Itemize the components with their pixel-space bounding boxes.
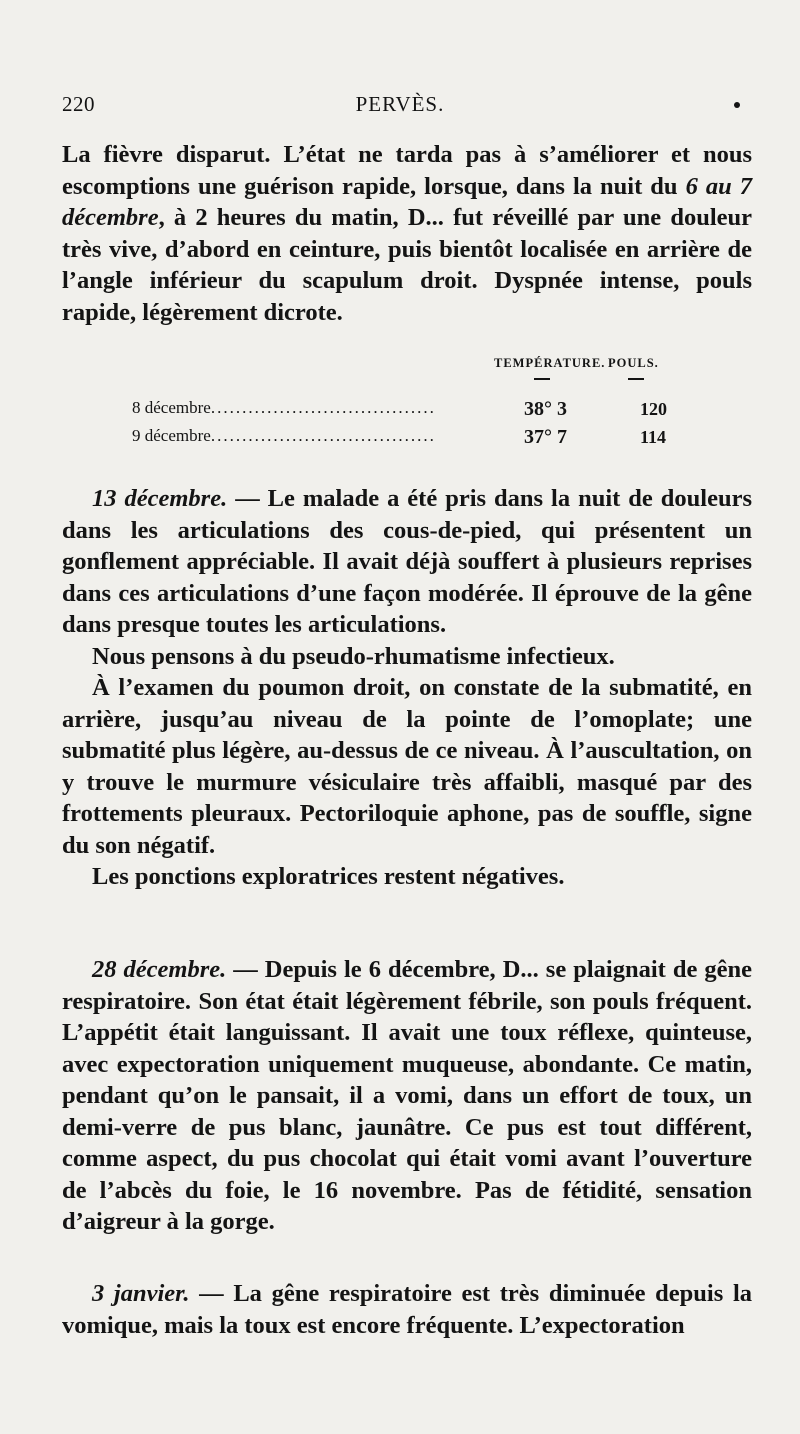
intro-date: 6 au 7 décembre [62,172,752,231]
column-dash [534,378,550,380]
row-temperature: 38° 3 [524,398,567,420]
intro-section [62,139,752,328]
row-pouls: 120 [640,399,667,419]
column-header-pouls: POULS. [608,356,659,370]
entry-13-paragraph: 13 décembre. — Le malade a été pris dans la nuit de douleurs dans les articulations des cous-de-pied, qui présentent un gonflement appréciable. Il avait déjà souffert à plusieurs reprises dans ces articulations d’une façon modérée. Il éprouve de la gêne dans presque toutes les articulations. [62,485,752,638]
row-temperature: 37° 7 [524,426,567,448]
entry-13-paragraph-4: Les ponctions exploratrices restent négatives. [92,863,565,890]
table-row [132,426,707,448]
entry-3-january [62,1278,752,1341]
table-row [132,398,707,420]
entry-3-paragraph: 3 janvier. — La gêne respiratoire est très diminuée depuis la vomique, mais la toux est encore fréquente. L’expectoration [62,1280,753,1339]
row-date: 8 décembre.................................... [132,398,436,417]
entry-13-december [62,483,752,893]
entry-13-paragraph-2: Nous pensons à du pseudo-rhumatisme infectieux. [92,642,615,670]
ink-dot [734,102,740,108]
page-header [62,92,738,128]
intro-paragraph [62,139,752,328]
page-number: 220 [62,92,95,116]
row-date: 9 décembre.................................... [132,426,436,445]
entry-28-december [62,954,752,1238]
entry-13-paragraph-3: À l’examen du poumon droit, on constate de la submatité, en arrière, jusqu’au niveau de la pointe de l’omoplate; une submatité plus légère, au-dessus de ce niveau. À l’auscultation, on y trouve le murmure vésiculaire très affaibli, masqué par des frottements pleuraux. Pectoriloquie aphone, pas de souffle, signe du son négatif. [62,674,752,859]
column-dash [628,378,644,380]
entry-date: 28 décembre. [92,956,227,983]
entry-28-paragraph: 28 décembre. — Depuis le 6 décembre, D... se plaignait de gêne respiratoire. Son état était légèrement fébrile, son pouls fréquent. L’appétit était languissant. Il avait une toux réflexe, quinteuse, avec expectoration uniquement muqueuse, abondante. Ce matin, pendant qu’on le pansait, il a vomi, dans un effort de toux, un demi-verre de pus blanc, jaunâtre. Ce pus est tout différent, comme aspect, du pus chocolat qui était vomi avant l’ouverture de l’abcès du foie, le 16 novembre. Pas de fétidité, sensation d’aigreur à la gorge. [62,956,752,1235]
entry-date: 13 décembre. [92,485,228,512]
column-header-temperature: TEMPÉRATURE. [494,356,606,370]
running-title: PERVÈS. [355,92,445,116]
intro-text-before: La fièvre disparut. L’état ne tarda pas à s’améliorer et nous escomptions une guérison rapide, lorsque, dans la nuit du [62,141,752,200]
intro-text-after: , à 2 heures du matin, D... fut réveillé par une douleur très vive, d’abord en ceinture, puis bientôt localisée en arrière de l’angle inférieur du scapulum droit. Dyspnée intense, pouls rapide, légèrement dicrote. [62,204,752,326]
row-pouls: 114 [640,427,667,447]
entry-date: 3 janvier. [92,1280,190,1307]
